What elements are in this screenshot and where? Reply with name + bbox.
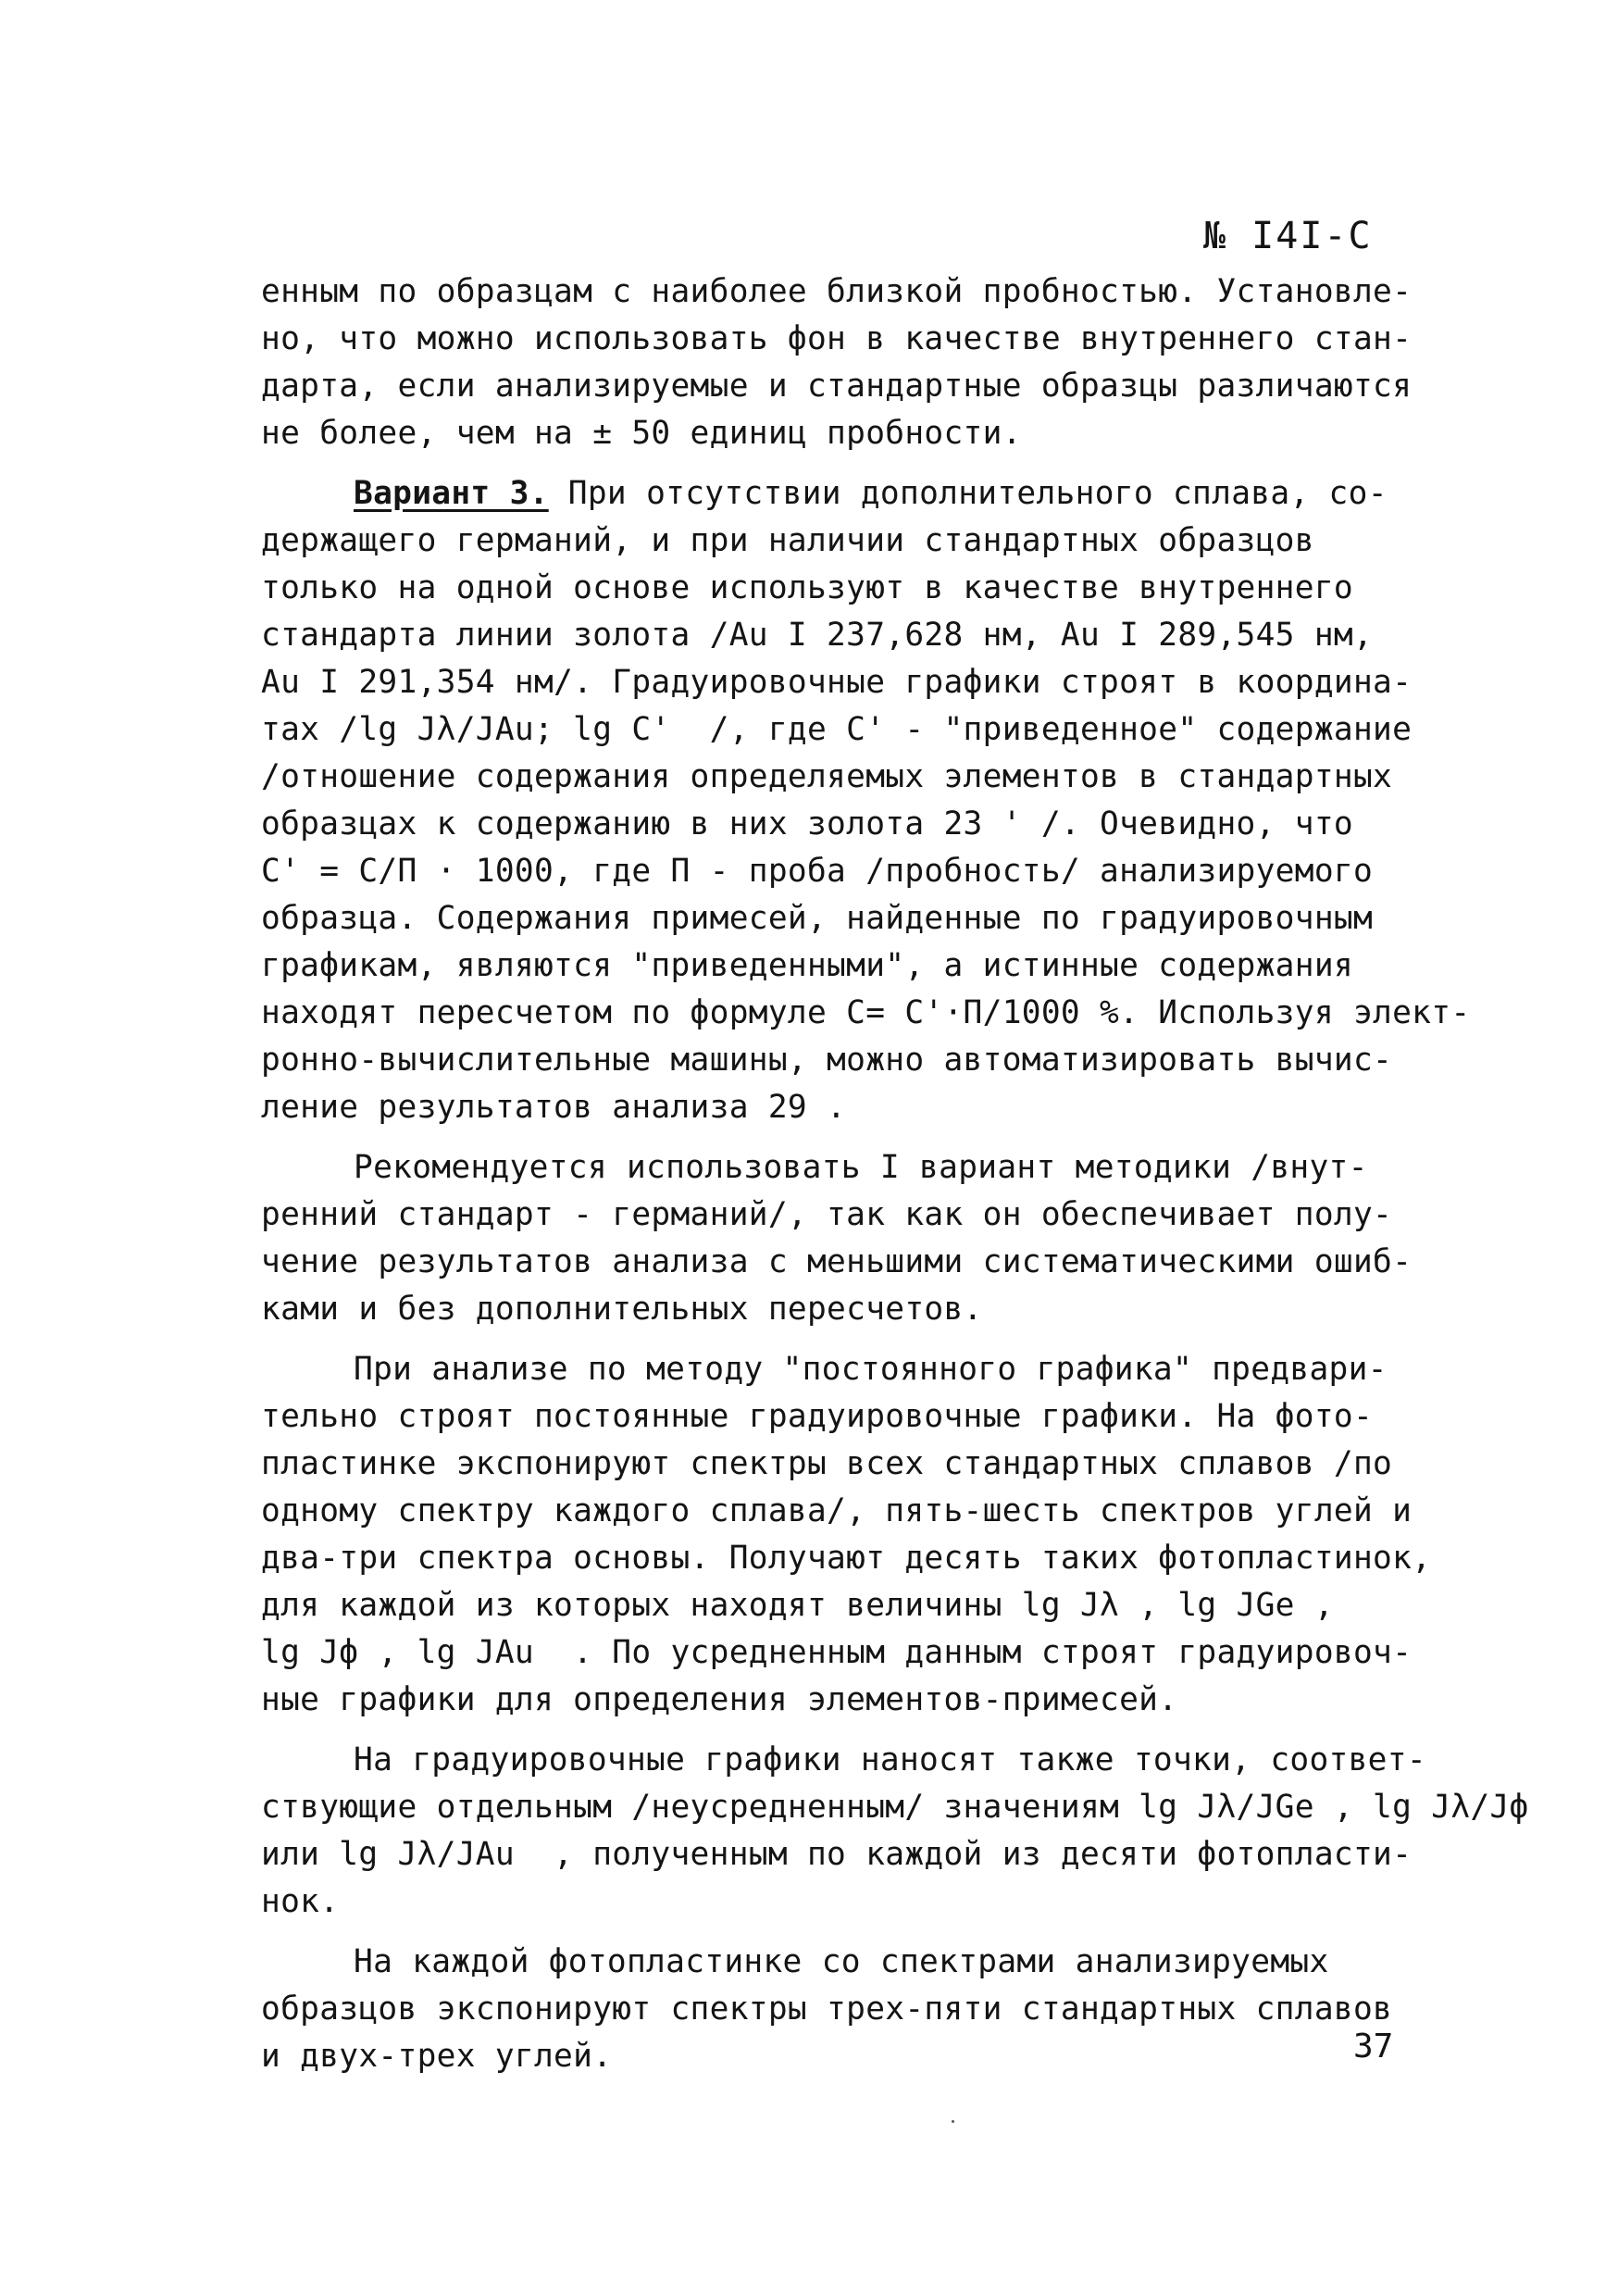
text-line [261,268,1413,316]
line-text: Рекомендуется использовать I вариант методики /внут- [354,1149,1368,1186]
text-line [261,659,1413,706]
text-line [261,848,1409,895]
line-text: но, что можно использовать фон в качестве внутреннего стан- [261,320,1413,357]
text-line [261,1286,1409,1333]
line-text: образца. Содержания примесей, найденные по градуировочным [261,900,1374,937]
line-text: графикам, являются "приведенными", а истинные содержания [261,947,1353,984]
line-text: дарта, если анализируемые и стандартные образцы различаются [261,368,1413,405]
text-line [261,1582,1409,1629]
line-text: одному спектру каждого сплава/, пять-шесть спектров углей и [261,1492,1413,1529]
body-text [261,268,1529,2080]
line-text: енным по образцам с наиболее близкой пробностью. Установле- [261,273,1413,310]
page-number: 37 [1353,2028,1394,2065]
line-text: На градуировочные графики наносят также точки, соответ- [354,1741,1426,1778]
text-line [261,942,1409,990]
line-text: lg Jф , lg JAu . По усредненным данным строят градуировоч- [261,1634,1413,1671]
text-line [261,895,1409,942]
variant-heading: Вариант 3. [354,475,549,512]
text-line [261,1239,1413,1286]
line-text: ные графики для определения элементов-примесей. [261,1681,1178,1718]
text-line [261,1037,1409,1084]
text-line [261,612,1409,659]
text-line [261,518,1409,565]
line-text: Au I 291,354 нм/. Градуировочные графики строят в координа- [261,664,1413,701]
text-line [261,1629,1413,1677]
line-text: образцов экспонируют спектры трех-пяти стандартных сплавов [261,1990,1393,2028]
line-text: При отсутствии дополнительного сплава, со- [548,475,1388,512]
text-line [261,1737,1426,1784]
text-line [261,316,1413,363]
text-line [261,1986,1409,2033]
line-text: два-три спектра основы. Получают десять таких фотопластинок, [261,1540,1432,1577]
text-line [261,410,1409,457]
line-text: ление результатов анализа 29 . [261,1089,847,1126]
line-text: находят пересчетом по формуле C= C'·П/1000 %. Используя элект- [261,994,1471,1031]
text-line [261,754,1409,801]
line-text: При анализе по методу "постоянного графика" предвари- [354,1351,1388,1388]
text-line [261,1939,1409,1986]
line-text: C' = C/П · 1000, где П - проба /пробность/ анализируемого [261,853,1374,890]
text-line [261,801,1409,848]
line-text: или lg Jλ/JAu , полученным по каждой из десяти фотопласти- [261,1836,1413,1873]
line-text: /отношение содержания определяемых элементов в стандартных [261,758,1393,795]
line-text: тельно строят постоянные градуировочные графики. На фото- [261,1398,1374,1435]
text-line [261,470,1409,518]
text-line [261,1441,1409,1488]
text-line [261,706,1413,754]
text-line [261,565,1409,612]
line-text: стандарта линии золота /Au I 237,628 нм, Au I 289,545 нм, [261,617,1374,654]
text-line [261,1393,1409,1441]
line-text: ствующие отдельным /неусредненным/ значениям lg Jλ/JGe , lg Jλ/Jф [261,1789,1529,1826]
line-text: образцах к содержанию в них золота 23 ' /. Очевидно, что [261,805,1353,842]
text-line [261,1831,1413,1878]
text-line [261,1677,1409,1724]
text-line [261,1192,1409,1239]
text-line [261,990,1471,1037]
line-text: ренний стандарт - германий/, так как он обеспечивает полу- [261,1196,1393,1233]
document-number: № I4I-C [1203,215,1373,257]
text-line [261,363,1413,410]
text-line [261,1535,1432,1582]
line-text: ками и без дополнительных пересчетов. [261,1291,983,1328]
line-text: для каждой из которых находят величины lg Jλ , lg JGe , [261,1587,1334,1624]
line-text: не более, чем на ± 50 единиц пробности. [261,415,1022,452]
line-text: На каждой фотопластинке со спектрами анализируемых [354,1943,1329,1980]
line-text: нок. [261,1883,340,1920]
line-text: тах /lg Jλ/JAu; lg C' /, где C' - "приведенное" содержание [261,711,1413,748]
scan-speck [952,2120,954,2123]
text-line [261,1784,1529,1831]
text-line [261,1346,1409,1393]
text-line [261,1878,1409,1926]
line-text: и двух-трех углей. [261,2038,613,2075]
line-text: только на одной основе используют в качестве внутреннего [261,569,1353,606]
line-text: чение результатов анализа с меньшими систематическими ошиб- [261,1243,1413,1280]
text-line [261,1084,1409,1131]
line-text: ронно-вычислительные машины, можно автоматизировать вычис- [261,1042,1393,1079]
text-line [261,2033,1409,2080]
text-line [261,1488,1413,1535]
text-line [261,1144,1409,1192]
line-text: держащего германий, и при наличии стандартных образцов [261,522,1314,559]
line-text: пластинке экспонируют спектры всех стандартных сплавов /по [261,1445,1393,1482]
